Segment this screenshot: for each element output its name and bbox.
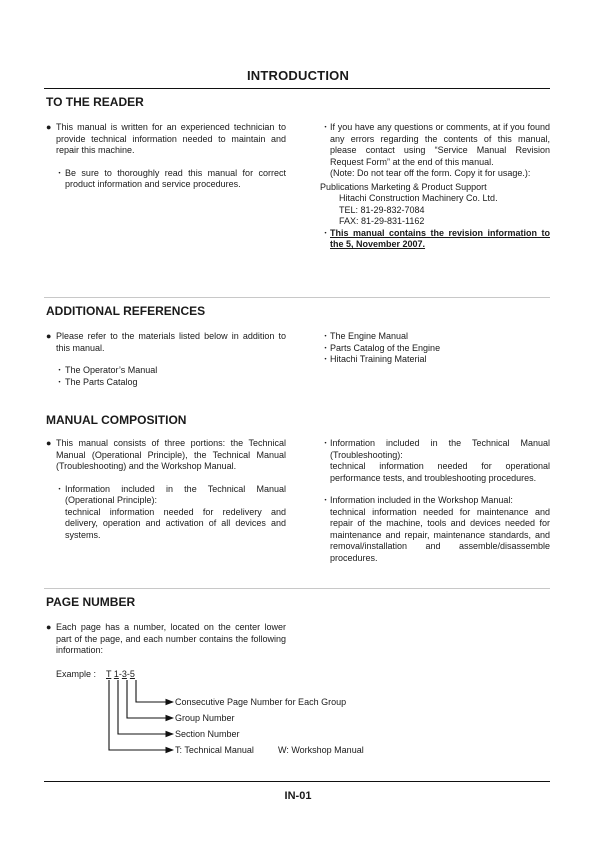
code-page-number: 5	[129, 669, 135, 679]
dot-marker: ・	[55, 365, 65, 375]
to-reader-bullet	[46, 122, 286, 157]
section-divider	[44, 297, 550, 298]
composition-right-column	[320, 438, 550, 564]
dot-marker: ・	[321, 342, 331, 353]
bullet-marker: ●	[46, 622, 52, 632]
group-number-connector	[127, 680, 173, 718]
dot-marker: ・	[321, 227, 331, 238]
reference-item-text: Hitachi Training Material	[330, 354, 427, 364]
reference-item-text: The Parts Catalog	[65, 376, 138, 387]
contact-info-text: If you have any questions or comments, at if you found any errors regarding the contents of this manual, please contact using “Service Manual Revision Request Form” at the end of this manual.	[330, 122, 550, 167]
dot-marker: ・	[321, 495, 331, 505]
dot-marker: ・	[321, 438, 331, 448]
contact-org: Publications Marketing & Product Support	[320, 181, 487, 192]
reference-item-text: The Engine Manual	[330, 331, 409, 341]
title-rule	[44, 88, 550, 89]
page-number-left-column	[46, 622, 286, 657]
label-group-number: Group Number	[175, 713, 235, 723]
section-heading-additional-references: ADDITIONAL REFERENCES	[46, 304, 206, 318]
dot-marker: ・	[321, 122, 331, 132]
additional-bullet	[46, 331, 286, 354]
label-section-number: Section Number	[175, 729, 240, 739]
composition-bullet	[46, 438, 286, 473]
bullet-marker: ●	[46, 122, 52, 132]
contact-fax: FAX: 81-29-831-1162	[339, 216, 425, 226]
code-group-number: 1	[113, 669, 119, 679]
footer-rule	[44, 781, 550, 782]
section-heading-manual-composition: MANUAL COMPOSITION	[46, 413, 187, 427]
to-reader-right-column	[320, 122, 550, 251]
reference-item	[320, 331, 550, 343]
code-separator: -	[126, 669, 130, 679]
bullet-text: Each page has a number, located on the center lower part of the page, and each number contains the following information:	[56, 622, 286, 655]
contact-info-item	[320, 122, 550, 180]
label-workshop-manual: W: Workshop Manual	[278, 745, 364, 755]
reference-item	[46, 365, 286, 377]
revision-info-item	[320, 228, 550, 251]
section-heading-to-the-reader: TO THE READER	[46, 95, 144, 109]
composition-sub-item	[320, 495, 550, 564]
composition-sub-item	[46, 484, 286, 542]
reference-item-text: Parts Catalog of the Engine	[330, 342, 441, 353]
revision-info-text: This manual contains the revision information to the 5, November 2007.	[330, 227, 550, 249]
page-number-bullet	[46, 622, 286, 657]
to-reader-sub-item	[46, 168, 286, 191]
sub-item-title: Information included in the Technical Manual (Troubleshooting):	[330, 438, 550, 460]
code-manual-letter: T	[106, 669, 112, 679]
composition-left-column	[46, 438, 286, 541]
sub-item-body: technical information needed for operational performance tests, and troubleshooting procedures.	[330, 461, 550, 483]
reference-item	[46, 377, 286, 389]
code-section-number: 3	[121, 669, 127, 679]
code-separator: -	[118, 669, 122, 679]
section-divider	[44, 588, 550, 589]
bullet-marker: ●	[46, 331, 52, 341]
contact-tel: TEL: 81-29-832-7084	[339, 204, 425, 215]
dot-marker: ・	[321, 354, 331, 364]
sub-item-title: Information included in the Technical Manual (Operational Principle):	[65, 483, 286, 505]
dot-marker: ・	[321, 331, 331, 341]
page-title: INTRODUCTION	[246, 68, 350, 83]
label-technical-manual: T: Technical Manual	[175, 745, 254, 755]
reference-item-text: The Operator’s Manual	[65, 365, 158, 375]
label-page-number: Consecutive Page Number for Each Group	[175, 697, 347, 707]
sub-item-body: technical information needed for redelivery and delivery, operation and activation of all devices and systems.	[65, 506, 286, 540]
bullet-marker: ●	[46, 438, 52, 448]
page-number-connector	[136, 680, 173, 702]
additional-left-column	[46, 331, 286, 388]
sub-item-text: Be sure to thoroughly read this manual for correct product information and service procedures.	[65, 167, 286, 189]
dot-marker: ・	[55, 483, 65, 494]
bullet-text: Please refer to the materials listed below in addition to this manual.	[56, 331, 286, 353]
reference-item	[320, 354, 550, 366]
example-label: Example :	[56, 669, 97, 679]
to-reader-left-column	[46, 122, 286, 191]
note-text: (Note: Do not tear off the form. Copy it for usage.):	[330, 168, 531, 178]
reference-item	[320, 343, 550, 355]
section-heading-page-number: PAGE NUMBER	[46, 595, 136, 609]
contact-company: Hitachi Construction Machinery Co. Ltd.	[339, 193, 498, 203]
additional-right-column	[320, 331, 550, 366]
manual-type-connector	[109, 680, 173, 750]
section-number-connector	[118, 680, 173, 734]
composition-sub-item	[320, 438, 550, 484]
page-number-diagram	[100, 678, 180, 758]
sub-item-title: Information included in the Workshop Manual:	[330, 495, 513, 505]
page-footer-number: IN-01	[284, 790, 312, 802]
dot-marker: ・	[55, 376, 65, 387]
bullet-text: This manual consists of three portions: the Technical Manual (Operational Principle), the Technical Manual (Troubleshooting) and the Workshop Manual.	[56, 438, 286, 471]
bullet-text: This manual is written for an experienced technician to provide technical information needed to maintain and repair this machine.	[56, 122, 286, 155]
dot-marker: ・	[55, 167, 65, 178]
sub-item-body: technical information needed for maintenance and repair of the machine, tools and devices needed for maintenance and repair, maintenance standards, and removal/installation and assemble/disassemble procedures.	[330, 506, 550, 563]
